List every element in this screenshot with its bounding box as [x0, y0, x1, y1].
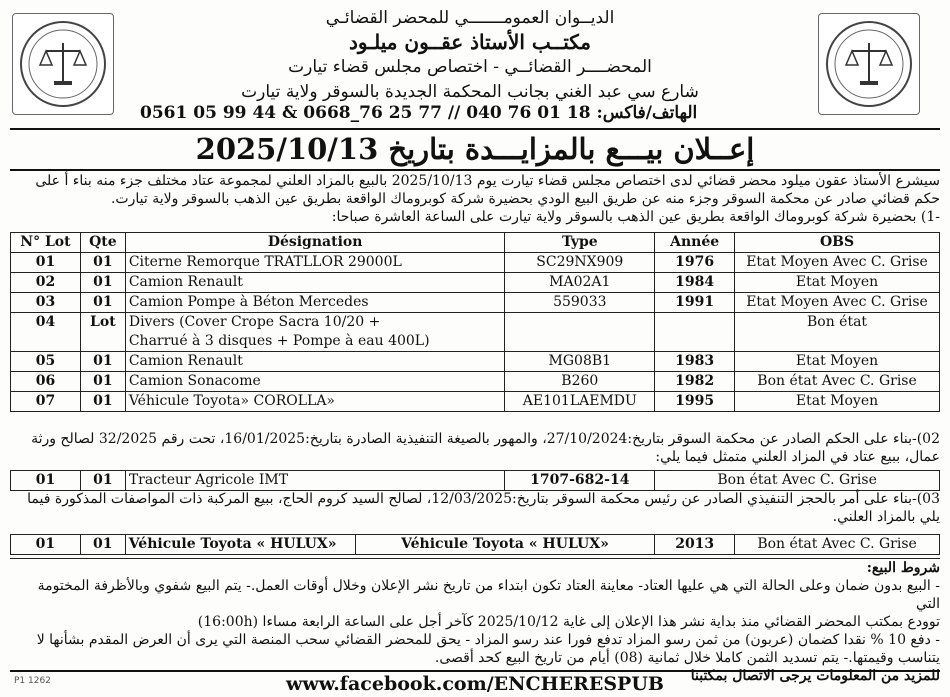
page-stamp: P1 1262: [14, 676, 51, 686]
table-row: [11, 273, 940, 293]
cell-annee: 1984: [655, 273, 735, 293]
cell-obs: Bon état: [735, 313, 940, 352]
cell-type: 559033: [505, 293, 655, 313]
table-row: [11, 253, 940, 273]
table-row: [11, 471, 940, 491]
cell-annee: 1983: [655, 352, 735, 372]
cell-annee: 1991: [655, 293, 735, 313]
col-header-obs: OBS: [735, 233, 940, 253]
cell-type: MG08B1: [505, 352, 655, 372]
table-row: [11, 293, 940, 313]
cell-annee: 2013: [655, 535, 735, 555]
auction-banner-title: إعــلان بيـــع بالمزايـــدة بتاريخ 2025/10/13: [10, 128, 940, 171]
conditions-line-2: توودع بمكتب المحضر القضائي منذ بداية نشر هذا الإعلان إلى غاية 2025/10/12 كآخر أجل على الساعة الرابعة مساءا (16:00h): [197, 614, 940, 630]
header-jurisdiction: المحضــــر القضائــي - اختصاص مجلس قضاء تيارت: [288, 57, 652, 77]
cell-designation: Citerne Remorque TRATLLOR 29000L: [125, 253, 505, 273]
col-header-designation: Désignation: [125, 233, 505, 253]
conditions-line-1: - البيع بدون ضمان وعلى الحالة التي هي عليها العتاد- معاينة العتاد تكون ابتداء من تاريخ نشر الإعلان وخلال أوقات العمل.- يتم البيع شفوي وبالأظرفة المختومة التي: [37, 578, 940, 612]
cell-obs: Bon état Avec C. Grise: [655, 471, 940, 491]
footer-facebook-link[interactable]: www.facebook.com/ENCHERESPUB: [10, 670, 940, 696]
section-2-paragraph: 02)-بناء على الحكم الصادر عن محكمة السوقر بتاريخ:27/10/2024، والمهور بالصيغة التنفيذية الصادرة بتاريخ:16/01/2025، تحت رقم 32/2025 لصالح ورثة عمال، ببيع عتاد في المزاد العلني متمثل فيما يلي:: [31, 431, 940, 465]
cell-designation: Véhicule Toyota « HULUX»: [125, 535, 355, 555]
cell-qte: 01: [80, 293, 125, 313]
cell-obs: Etat Moyen Avec C. Grise: [735, 253, 940, 273]
cell-lot: 04: [11, 313, 81, 352]
cell-obs: Bon état Avec C. Grise: [735, 372, 940, 392]
table-row: [11, 372, 940, 392]
cell-annee: 1976: [655, 253, 735, 273]
intro-line-2: -1) بحضيرة شركة كوبروماك الواقعة بطريق عين الذهب بالسوقر ولاية تيارت على الساعة العاشرة صباحا:: [331, 209, 940, 225]
cell-obs: Etat Moyen: [735, 392, 940, 412]
col-header-annee: Année: [655, 233, 735, 253]
cell-obs: Etat Moyen: [735, 352, 940, 372]
table-row: [11, 313, 940, 352]
cell-type: [505, 313, 655, 352]
cell-lot: 07: [11, 392, 81, 412]
cell-lot: 02: [11, 273, 81, 293]
cell-qte: 01: [80, 392, 125, 412]
cell-type: AE101LAEMDU: [505, 392, 655, 412]
conditions-line-4: يتناسب وقيمتها.- يتم تسديد الثمن كاملا خلال ثمانية (08) أيام من تاريخ البيع كحد أقصى.: [434, 650, 940, 666]
seal-right: [818, 13, 920, 115]
designation-line-1: Divers (Cover Crope Sacra 10/20 +: [128, 314, 381, 330]
cell-qte: 01: [80, 253, 125, 273]
header-office-name: مكتــب الأستاذ عقــون ميلـود: [348, 30, 592, 54]
cell-annee: [655, 313, 735, 352]
col-header-lot: N° Lot: [11, 233, 81, 253]
conditions-contact: للمزيد من المعلومات يرجى الاتصال بمكتبنا: [690, 668, 940, 684]
table-row: [11, 535, 940, 555]
cell-obs: Etat Moyen: [735, 273, 940, 293]
cell-type: B260: [505, 372, 655, 392]
cell-designation: Véhicule Toyota» COROLLA»: [125, 392, 505, 412]
cell-type: SC29NX909: [505, 253, 655, 273]
designation-line-2: Charrué à 3 disques + Pompe à eau 400L): [128, 333, 430, 349]
cell-annee: 1995: [655, 392, 735, 412]
conditions-line-3: - دفع 10 % نقدا كضمان (عربون) من ثمن رسو المزاد تدفع فورا عند رسو المزاد - يحق للمحضر القضائي سحب المنصة التي يرى أن العرض المقدم بشأنها لا: [36, 632, 940, 648]
cell-qte: 01: [80, 352, 125, 372]
cell-obs: Bon état Avec C. Grise: [735, 535, 940, 555]
cell-designation: Camion Pompe à Béton Mercedes: [125, 293, 505, 313]
cell-lot: 01: [11, 535, 81, 555]
section-3-paragraph: 03)-بناء على أمر بالحجز التنفيذي الصادر عن رئيس محكمة السوقر بتاريخ:12/03/2025، لصالح السيد كروم الحاج، ببيع المركبة ذات المواصفات المذكورة فيما يلي بالمزاد العلني.: [27, 491, 940, 525]
header-phone: الهاتف/فاكس: 18 01 76 040 // 77 25 76_0668 & 44 99 05 0561: [140, 103, 698, 123]
cell-lot: 03: [11, 293, 81, 313]
header-address: شارع سي عبد الغني بجانب المحكمة الجديدة بالسوقر ولاية تيارت: [241, 82, 699, 102]
cell-lot: 06: [11, 372, 81, 392]
cell-qte: 01: [80, 471, 125, 491]
cell-designation: Camion Renault: [125, 352, 505, 372]
table-row: [11, 392, 940, 412]
lots-table: [10, 232, 940, 412]
cell-obs: Etat Moyen Avec C. Grise: [735, 293, 940, 313]
seal-left: [12, 13, 114, 115]
cell-qte: 01: [80, 273, 125, 293]
col-header-type: Type: [505, 233, 655, 253]
lots-table-header: [11, 233, 940, 253]
scales-of-justice-icon: [824, 19, 914, 109]
cell-qte: Lot: [80, 313, 125, 352]
cell-annee: 1982: [655, 372, 735, 392]
cell-lot: 01: [11, 471, 81, 491]
conditions-title: شروط البيع:: [866, 560, 940, 576]
cell-designation: [125, 313, 505, 352]
scales-of-justice-icon: [18, 19, 108, 109]
cell-lot: 05: [11, 352, 81, 372]
col-header-qte: Qte: [80, 233, 125, 253]
cell-qte: 01: [80, 535, 125, 555]
cell-type: Véhicule Toyota « HULUX»: [355, 535, 655, 555]
cell-type: MA02A1: [505, 273, 655, 293]
intro-text: سيشرع الأستاذ عقون ميلود محضر قضائي لدى اختصاص مجلس قضاء تيارت يوم 2025/10/13 بالبيع بالمزاد العلني لمجموعة عتاد مختلف جزء منه بناء أ على حكم قضائي صادر عن محكمة السوقر وجزء منه عن طريق البيع الودي بحضيرة شركة كوبروماك الواقعة بطريق عين الذهب بالسوقر ولاية تيارت.: [35, 173, 940, 207]
cell-qte: 01: [80, 372, 125, 392]
table-row: [11, 352, 940, 372]
section-3-table: [10, 534, 940, 555]
section-2-table: [10, 470, 940, 491]
cell-lot: 01: [11, 253, 81, 273]
intro-paragraph: [10, 172, 940, 226]
cell-designation: Camion Sonacome: [125, 372, 505, 392]
cell-type: 1707-682-14: [505, 471, 655, 491]
cell-designation: Camion Renault: [125, 273, 505, 293]
header-office-title: الديــوان العمومـــــــي للمحضر القضائـي: [325, 8, 615, 28]
cell-designation: Tracteur Agricole IMT: [125, 471, 505, 491]
